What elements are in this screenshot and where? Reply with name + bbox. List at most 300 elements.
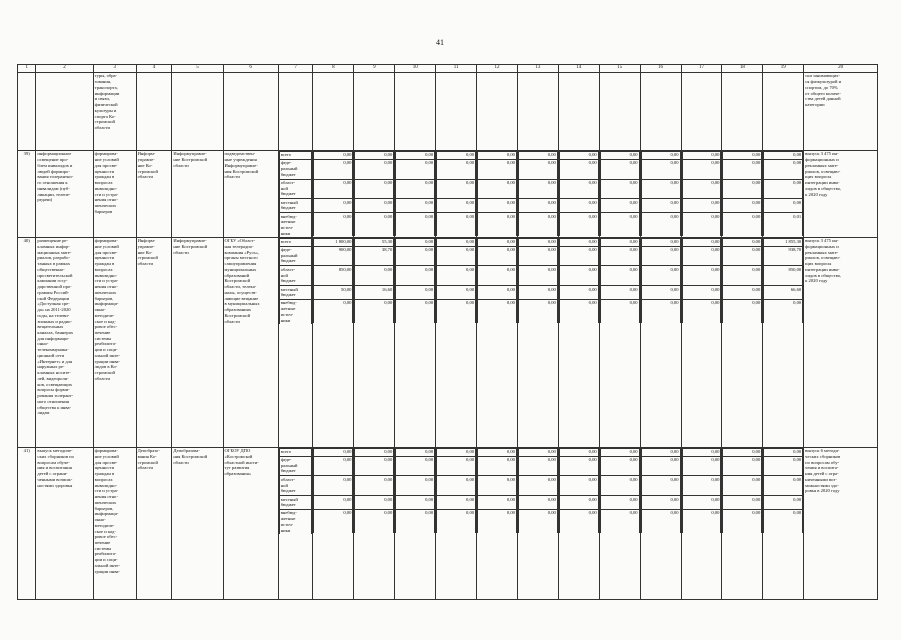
amount-cell	[558, 151, 599, 238]
funding-amount: 0,00	[437, 179, 476, 199]
funding-amount: 0,00	[396, 246, 435, 266]
funding-amount-stack	[395, 448, 435, 533]
funding-amount: 0,00	[314, 179, 353, 199]
funding-amount: 0,00	[559, 476, 598, 496]
funding-source-stack	[279, 238, 313, 324]
funding-amount: 0,00	[764, 448, 803, 456]
amount-cell	[722, 447, 763, 599]
amount-cell	[395, 237, 436, 447]
funding-amount-stack	[559, 238, 599, 323]
funding-amount: 0,00	[682, 152, 721, 160]
funding-amount: 0,00	[355, 179, 394, 199]
funding-amount: 0,00	[559, 199, 598, 213]
funding-amount: 0,00	[559, 238, 598, 246]
funding-amount: 0,00	[355, 213, 394, 236]
funding-amount: 0,00	[396, 286, 435, 300]
funding-amount: 0,00	[682, 286, 721, 300]
program-activities-table	[17, 64, 878, 600]
activity-row	[18, 237, 878, 447]
expected-result: выпуск 3 475 ин- формационных и рекламных мате- риалов, освещаю- щих вопросы интеграции инва- лидов в общество, к 2020 году	[804, 151, 878, 238]
funding-amount: 0,00	[355, 448, 394, 456]
funding-amount: 0,00	[437, 159, 476, 179]
funding-amount: 0,00	[478, 476, 517, 496]
funding-amount: 0,00	[723, 266, 762, 286]
funding-source: всего	[279, 238, 312, 246]
funding-amount: 0,00	[559, 509, 598, 532]
funding-amount: 0,00	[518, 448, 557, 456]
funding-amount: 0,00	[478, 246, 517, 266]
funding-amount: 0,00	[600, 509, 639, 532]
funding-amount: 0,00	[518, 246, 557, 266]
row-number: 40)	[18, 237, 36, 447]
funding-amount: 0,00	[478, 456, 517, 476]
funding-amount-stack	[641, 151, 681, 236]
funding-amount: 0,00	[723, 476, 762, 496]
responsible-executor: Информ- управле- ние Ко- стромской области	[136, 237, 172, 447]
activity-name: выпуск методиче- ских сборников по вопросам обуче- ния и воспитания детей с ограни- ченными возмож- ностями здоровья	[36, 447, 93, 599]
funding-amount-stack	[641, 238, 681, 323]
funding-amount-stack	[722, 151, 762, 236]
funding-amount: 0,00	[682, 213, 721, 236]
funding-amount: 0,00	[518, 152, 557, 160]
funding-source: феде- ральный бюджет	[279, 246, 312, 266]
funding-amount: 0,01	[764, 213, 803, 236]
funding-source: феде- ральный бюджет	[279, 159, 312, 179]
funding-amount: 0,00	[682, 246, 721, 266]
amount-cell	[395, 447, 436, 599]
amount-cell	[436, 237, 477, 447]
funding-amount: 0,00	[437, 238, 476, 246]
amount-cell	[313, 151, 354, 238]
funding-amount: 0,00	[559, 246, 598, 266]
funding-source: местный бюджет	[279, 286, 312, 300]
column-number-header: 8	[313, 65, 354, 73]
funding-amount: 0,00	[355, 456, 394, 476]
funding-amount: 0,00	[518, 159, 557, 179]
funding-amount: 55,30	[355, 238, 394, 246]
amount-cell	[313, 447, 354, 599]
funding-amount: 0,00	[314, 152, 353, 160]
funding-amount: 0,00	[478, 238, 517, 246]
funding-amount: 0,00	[518, 476, 557, 496]
amount-cell	[354, 151, 395, 238]
funding-amount: 0,00	[396, 238, 435, 246]
funding-amount: 0,00	[478, 509, 517, 532]
funding-amount: 0,00	[355, 299, 394, 322]
funding-amount: 0,00	[396, 448, 435, 456]
funding-amount-stack	[518, 448, 558, 533]
funding-amount: 0,00	[559, 286, 598, 300]
funding-amount: 0,00	[641, 299, 680, 322]
column-number-header: 16	[640, 65, 681, 73]
funding-amount-stack	[559, 448, 599, 533]
funding-amount: 0,00	[518, 213, 557, 236]
funding-amount: 16,60	[355, 286, 394, 300]
funding-amount-stack	[763, 238, 803, 323]
funding-amount-stack	[518, 238, 558, 323]
funding-amount: 0,00	[723, 299, 762, 322]
funding-amount: 0,00	[600, 496, 639, 510]
funding-amount: 938,70	[764, 246, 803, 266]
funding-source: всего	[279, 152, 312, 160]
amount-cell	[395, 151, 436, 238]
funding-amount: 0,00	[682, 299, 721, 322]
column-number-header: 15	[599, 65, 640, 73]
funding-amount: 900,00	[314, 246, 353, 266]
column-number-header: 7	[278, 65, 313, 73]
funding-amount: 0,00	[396, 213, 435, 236]
amount-cell	[763, 151, 804, 238]
funding-amount: 0,00	[600, 179, 639, 199]
amount-cell	[681, 447, 722, 599]
funding-amount: 0,00	[355, 199, 394, 213]
funding-amount: 0,00	[559, 456, 598, 476]
funding-amount: 0,00	[437, 496, 476, 510]
funding-amount: 0,00	[764, 509, 803, 532]
funding-amount-stack	[313, 151, 353, 236]
funding-source-cell	[278, 237, 313, 447]
funding-amount: 0,00	[478, 213, 517, 236]
column-number-header: 5	[172, 65, 223, 73]
funding-amount-stack	[395, 151, 435, 236]
funding-amount-stack	[682, 151, 722, 236]
funding-amount: 0,00	[641, 238, 680, 246]
funding-source: област- ной бюджет	[279, 179, 312, 199]
funding-amount: 0,00	[559, 213, 598, 236]
funding-amount: 0,00	[355, 159, 394, 179]
amount-cell	[599, 151, 640, 238]
column-number-header: 1	[18, 65, 36, 73]
column-number-header: 2	[36, 65, 93, 73]
funding-amount: 0,00	[723, 213, 762, 236]
funding-source: феде- ральный бюджет	[279, 456, 312, 476]
column-number-header: 18	[722, 65, 763, 73]
funding-amount-stack	[313, 238, 353, 323]
funding-amount: 0,00	[559, 179, 598, 199]
funding-amount: 0,00	[682, 476, 721, 496]
funding-amount: 0,00	[437, 456, 476, 476]
funding-amount: 0,00	[723, 286, 762, 300]
funding-amount: 0,00	[600, 286, 639, 300]
funding-amount: 0,00	[641, 448, 680, 456]
funding-amount: 0,00	[437, 476, 476, 496]
funding-amount-stack	[682, 448, 722, 533]
funding-amount: 0,00	[478, 266, 517, 286]
funding-amount: 0,00	[600, 266, 639, 286]
funding-amount: 0,00	[723, 246, 762, 266]
funding-amount: 0,00	[764, 476, 803, 496]
funding-amount: 0,00	[437, 246, 476, 266]
funding-amount: 0,00	[641, 213, 680, 236]
funding-amount: 0,00	[437, 152, 476, 160]
funding-amount: 0,00	[396, 179, 435, 199]
funding-amount: 0,00	[396, 159, 435, 179]
funding-amount: 0,00	[641, 476, 680, 496]
funding-amount: 0,00	[396, 496, 435, 510]
funding-source: всего	[279, 448, 312, 456]
funding-amount: 0,00	[682, 496, 721, 510]
funding-amount: 0,00	[682, 456, 721, 476]
funding-amount: 0,00	[437, 299, 476, 322]
funding-amount: 66,60	[764, 286, 803, 300]
funding-amount: 0,00	[600, 246, 639, 266]
funding-amount: 0,00	[396, 299, 435, 322]
funding-amount: 50,00	[314, 286, 353, 300]
funding-amount-stack	[763, 151, 803, 236]
funding-amount-stack	[395, 238, 435, 323]
activity-name: размещение ре- кламных инфор- мационных мате- риалов, разрабо- танных в рамках общественно- просветительской кампании госу- дарственной про- граммы Россий- ской Федерации «Доступная сре- да» на 2011-2020 годы, на телеви- зионных и радио- вещательных каналах, баннерах для информаци- онно- телекоммуника- ционной сети «Интернет» и для наружных ре- кламных носите- лей, видеороли- ков, освещающих вопросы форми- рования толерант- ного отношения общества к инва- лидам	[36, 237, 93, 447]
funding-amount: 1 855,30	[764, 238, 803, 246]
funding-source-cell	[278, 447, 313, 599]
funding-amount: 0,00	[723, 456, 762, 476]
funding-amount: 0,00	[396, 476, 435, 496]
funding-amount: 0,00	[723, 496, 762, 510]
amount-cell	[681, 237, 722, 447]
funding-amount: 0,00	[600, 456, 639, 476]
page-number: 41	[436, 38, 444, 47]
funding-amount-stack	[682, 238, 722, 323]
funding-amount: 0,00	[314, 299, 353, 322]
funding-amount: 0,00	[518, 496, 557, 510]
funding-source: внебюд- жетные источ- ники	[279, 299, 312, 323]
funding-amount-stack	[600, 448, 640, 533]
row-number: 41)	[18, 447, 36, 599]
column-number-header: 6	[223, 65, 278, 73]
row-number: 39)	[18, 151, 36, 238]
amount-cell	[313, 237, 354, 447]
activity-goal: формирова- ние условий для просве- щенности граждан в вопросах инвалидно- сти и устра- нения отно- шенческих барьеров, информаци- онно- методиче- ское и кад- ровое обес- печение системы реабилита- ции и соци- альной инте- грации инва-	[93, 447, 136, 599]
column-number-header: 14	[558, 65, 599, 73]
funding-amount-stack	[436, 151, 476, 236]
funding-amount: 0,00	[478, 496, 517, 510]
funding-amount: 0,00	[723, 509, 762, 532]
column-number-header: 20	[804, 65, 878, 73]
funding-source-cell	[278, 151, 313, 238]
funding-amount-stack	[477, 151, 517, 236]
funding-amount-stack	[436, 448, 476, 533]
funding-amount: 0,00	[641, 266, 680, 286]
funding-amount: 0,00	[641, 496, 680, 510]
funding-amount: 0,00	[723, 199, 762, 213]
amount-cell	[599, 237, 640, 447]
funding-amount: 0,00	[355, 496, 394, 510]
funding-amount-stack	[600, 151, 640, 236]
funding-amount: 0,00	[518, 286, 557, 300]
funding-amount: 0,00	[600, 152, 639, 160]
column-number-header: 19	[763, 65, 804, 73]
funding-amount: 0,00	[641, 509, 680, 532]
activity-name: информационное освещение про- блем инвалидов и людей формиро- вания толерантно- го отношения к инвалидам (пуб- ликации, телепе- редачи)	[36, 151, 93, 238]
expected-result: выпуск 6 методи- ческих сборников по вопросам обу- чения и воспита- ния детей с огра- ниченными воз- можностями здо- ровья в 2020 году	[804, 447, 878, 599]
amount-cell	[763, 237, 804, 447]
funding-amount: 0,00	[559, 496, 598, 510]
funding-amount: 0,00	[518, 509, 557, 532]
funding-amount: 0,00	[641, 152, 680, 160]
funding-amount: 0,00	[764, 496, 803, 510]
funding-amount-stack	[722, 448, 762, 533]
amount-cell	[517, 151, 558, 238]
funding-amount: 0,00	[314, 509, 353, 532]
funding-source-stack	[279, 151, 313, 237]
amount-cell	[558, 447, 599, 599]
funding-amount: 0,00	[600, 199, 639, 213]
co-executor: Депобразова- ния Костромской области	[172, 447, 223, 599]
funding-source: внебюд- жетные источ- ники	[279, 213, 312, 237]
funding-source: област- ной бюджет	[279, 476, 312, 496]
funding-amount: 0,00	[478, 152, 517, 160]
amount-cell	[436, 151, 477, 238]
funding-amount: 0,00	[559, 159, 598, 179]
funding-amount: 0,00	[518, 199, 557, 213]
funding-amount: 0,00	[355, 266, 394, 286]
continuation-row	[18, 73, 878, 151]
activity-goal: формирова- ние условий для просве- щенности граждан в вопросах инвалидно- сти и устра- нения отно- шенческих барьеров, информаци- онно- методиче- ское и кад- ровое обес- печение системы реабилита- ции и соци- альной инте- грации инва- лидов в Ко- стромской области	[93, 237, 136, 447]
amount-cell	[722, 237, 763, 447]
funding-amount: 0,00	[396, 266, 435, 286]
funding-amount-stack	[641, 448, 681, 533]
column-numbers-row	[18, 65, 878, 73]
funding-amount: 0,00	[764, 199, 803, 213]
funding-amount: 0,00	[682, 199, 721, 213]
activity-row	[18, 151, 878, 238]
funding-amount: 0,00	[355, 152, 394, 160]
funding-amount: 0,00	[723, 448, 762, 456]
funding-amount-stack	[518, 151, 558, 236]
funding-amount: 0,00	[314, 476, 353, 496]
funding-source: местный бюджет	[279, 496, 312, 510]
funding-source: област- ной бюджет	[279, 266, 312, 286]
funding-amount: 0,00	[437, 286, 476, 300]
funding-amount: 0,00	[600, 448, 639, 456]
amount-cell	[640, 151, 681, 238]
funding-amount: 0,00	[478, 159, 517, 179]
funding-amount: 0,00	[682, 159, 721, 179]
funding-amount: 0,00	[437, 509, 476, 532]
activity-goal: формирова- ние условий для просве- щенности граждан в вопросах инвалидно- сти и устра- нения отно- шенческих барьеров	[93, 151, 136, 238]
funding-amount: 0,00	[559, 266, 598, 286]
funding-amount-stack	[600, 238, 640, 323]
funding-amount: 0,00	[682, 448, 721, 456]
funding-amount: 0,00	[600, 299, 639, 322]
amount-cell	[517, 237, 558, 447]
funding-amount: 0,00	[682, 266, 721, 286]
funding-amount: 0,00	[314, 159, 353, 179]
funding-amount: 0,00	[600, 159, 639, 179]
funding-amount-stack	[722, 238, 762, 323]
expected-result: выпуск 3 475 ин- формационных и рекламных мате- риалов, освещаю- щих вопросы интеграции инва- лидов в общество, к 2020 году	[804, 237, 878, 447]
funding-amount: 0,00	[518, 179, 557, 199]
amount-cell	[436, 447, 477, 599]
funding-amount: 0,00	[723, 152, 762, 160]
funding-amount: 38,70	[355, 246, 394, 266]
amount-cell	[477, 237, 518, 447]
continued-result-cell: ски занимающих- ся физкультурой и спортом, до 70% от общего количе- ства детей данной категории	[804, 73, 878, 151]
column-number-header: 12	[477, 65, 518, 73]
participants: ОГБУ «Област- ная телерадио- компания «Русь», органы местного самоуправления муниципальных образований Костромской области, телека- налы, осуществ- ляющие вещание в муниципальных образованиях Костромской области	[223, 237, 278, 447]
column-number-header: 11	[436, 65, 477, 73]
funding-amount: 0,00	[314, 213, 353, 236]
activity-row	[18, 447, 878, 599]
funding-amount: 0,00	[314, 448, 353, 456]
funding-amount: 850,00	[314, 266, 353, 286]
funding-amount: 0,00	[478, 286, 517, 300]
funding-amount: 0,00	[518, 266, 557, 286]
funding-amount: 0,00	[396, 152, 435, 160]
funding-amount: 0,00	[723, 238, 762, 246]
co-executor: Информуправле- ние Костромской области	[172, 151, 223, 238]
funding-amount: 0,00	[764, 299, 803, 322]
funding-amount: 0,00	[559, 152, 598, 160]
funding-amount: 0,00	[396, 199, 435, 213]
funding-amount: 0,00	[559, 448, 598, 456]
funding-amount: 0,00	[723, 159, 762, 179]
column-number-header: 17	[681, 65, 722, 73]
responsible-executor: Информ- управле- ние Ко- стромской области	[136, 151, 172, 238]
amount-cell	[517, 447, 558, 599]
funding-amount: 0,00	[355, 509, 394, 532]
funding-amount-stack	[436, 238, 476, 323]
amount-cell	[354, 447, 395, 599]
column-number-header: 4	[136, 65, 172, 73]
funding-amount: 0,00	[437, 213, 476, 236]
amount-cell	[477, 447, 518, 599]
funding-amount: 0,00	[437, 199, 476, 213]
amount-cell	[681, 151, 722, 238]
continued-goal-cell: туры, обра- зования, транспорта, информации и связи, физической культуры и спорта Ко- стромской области	[93, 73, 136, 151]
funding-amount: 0,00	[600, 213, 639, 236]
funding-amount: 0,00	[518, 299, 557, 322]
funding-amount: 0,00	[314, 496, 353, 510]
funding-amount: 0,00	[764, 159, 803, 179]
funding-amount: 0,00	[682, 238, 721, 246]
column-number-header: 13	[517, 65, 558, 73]
funding-amount-stack	[354, 448, 394, 533]
funding-amount: 0,00	[641, 159, 680, 179]
column-number-header: 9	[354, 65, 395, 73]
funding-amount: 0,00	[518, 456, 557, 476]
funding-amount: 0,00	[355, 476, 394, 496]
funding-amount: 0,00	[518, 238, 557, 246]
funding-amount-stack	[763, 448, 803, 533]
funding-amount: 0,00	[682, 509, 721, 532]
funding-amount-stack	[477, 448, 517, 533]
amount-cell	[722, 151, 763, 238]
amount-cell	[763, 447, 804, 599]
amount-cell	[640, 237, 681, 447]
funding-amount-stack	[354, 238, 394, 323]
funding-amount: 0,00	[641, 199, 680, 213]
funding-amount: 0,00	[396, 456, 435, 476]
amount-cell	[558, 237, 599, 447]
amount-cell	[599, 447, 640, 599]
funding-amount: 0,00	[764, 179, 803, 199]
amount-cell	[640, 447, 681, 599]
funding-amount: 0,00	[396, 509, 435, 532]
funding-amount-stack	[313, 448, 353, 533]
amount-cell	[354, 237, 395, 447]
funding-amount: 0,00	[478, 299, 517, 322]
participants: подведомствен- ные учреждения Информуправле- ния Костромской области	[223, 151, 278, 238]
funding-amount: 0,00	[314, 456, 353, 476]
funding-amount: 0,00	[600, 476, 639, 496]
funding-amount: 0,00	[314, 199, 353, 213]
funding-amount: 850,00	[764, 266, 803, 286]
funding-amount: 1 800,00	[314, 238, 353, 246]
funding-amount: 0,00	[600, 238, 639, 246]
funding-amount: 0,00	[559, 299, 598, 322]
funding-amount: 0,00	[478, 448, 517, 456]
funding-amount-stack	[354, 151, 394, 236]
